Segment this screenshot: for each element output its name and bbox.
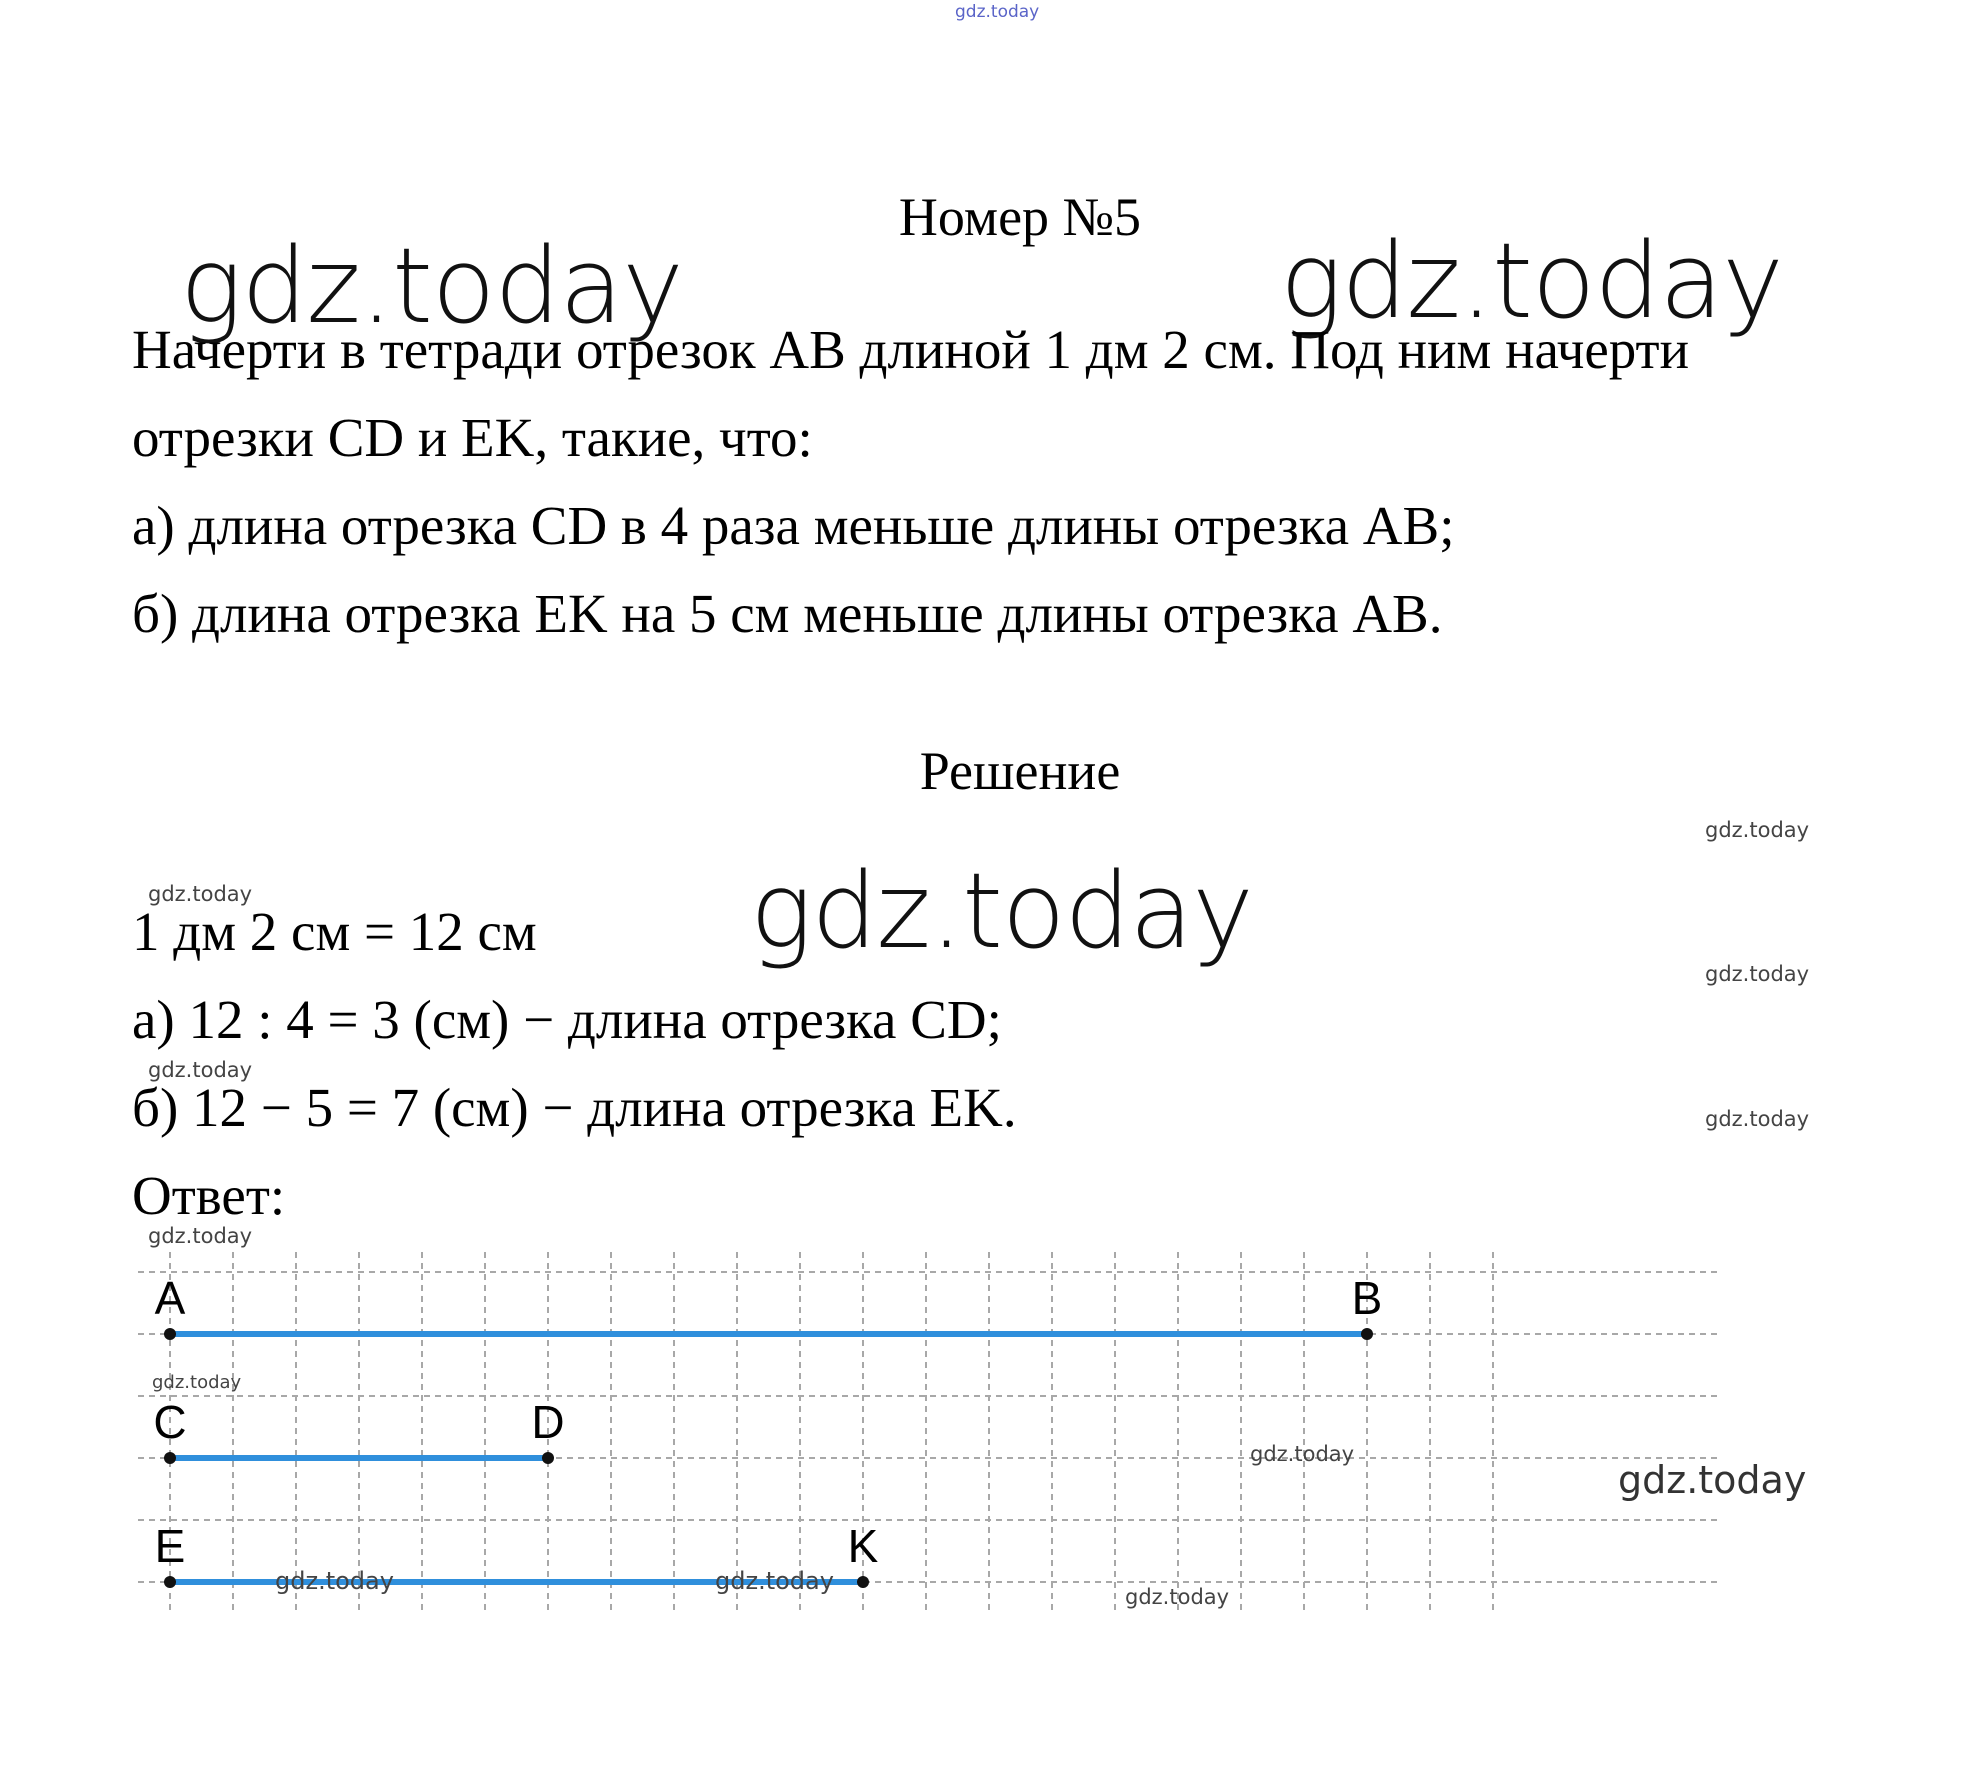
task-line-1: Начерти в тетради отрезок AB длиной 1 дм 2 см. Под ним начерти: [132, 319, 1690, 380]
watermark-mid: gdz.today: [1618, 1458, 1807, 1502]
watermark-small: gdz.today: [152, 1372, 242, 1393]
solution-title: Решение: [919, 741, 1121, 801]
watermark-small: gdz.today: [1705, 818, 1810, 842]
watermark-small: gdz.today: [1250, 1442, 1355, 1466]
solution-line-2: а) 12 : 4 = 3 (см) − длина отрезка CD;: [132, 989, 1002, 1050]
watermark-big-right: gdz.today: [1280, 220, 1783, 342]
point-B: [1361, 1328, 1373, 1340]
point-label-B: B: [1351, 1272, 1383, 1324]
watermark-small: gdz.today: [148, 1058, 253, 1082]
watermark-small: gdz.today: [715, 1567, 834, 1595]
watermark-small: gdz.today: [275, 1567, 394, 1595]
point-label-C: C: [153, 1396, 187, 1448]
grid: [138, 1252, 1718, 1612]
point-C: [164, 1452, 176, 1464]
task-line-3: а) длина отрезка CD в 4 раза меньше длины отрезка AB;: [132, 495, 1455, 556]
watermark-top: gdz.today: [955, 2, 1040, 22]
task-line-4: б) длина отрезка EK на 5 см меньше длины отрезка AB.: [132, 583, 1443, 644]
solution-line-1: 1 дм 2 см = 12 см: [132, 901, 537, 962]
task-title: Номер №5: [898, 187, 1142, 247]
point-A: [164, 1328, 176, 1340]
watermark-big-left: gdz.today: [180, 225, 683, 347]
task-line-2: отрезки CD и EK, такие, что:: [132, 407, 813, 468]
point-K: [857, 1576, 869, 1588]
watermark-small: gdz.today: [1125, 1585, 1230, 1609]
solution-line-3: б) 12 − 5 = 7 (см) − длина отрезка EK.: [132, 1077, 1017, 1138]
watermark-big-center: gdz.today: [750, 850, 1253, 972]
segments: [153, 1272, 1382, 1588]
watermark-small: gdz.today: [1705, 962, 1810, 986]
watermark-small: gdz.today: [148, 882, 253, 906]
point-label-A: A: [154, 1272, 186, 1324]
point-label-D: D: [531, 1396, 565, 1448]
watermark-small: gdz.today: [1705, 1107, 1810, 1131]
point-D: [542, 1452, 554, 1464]
point-E: [164, 1576, 176, 1588]
point-label-E: E: [154, 1520, 186, 1572]
point-label-K: K: [847, 1520, 879, 1572]
watermark-small: gdz.today: [148, 1224, 253, 1248]
answer-label: Ответ:: [132, 1165, 286, 1226]
